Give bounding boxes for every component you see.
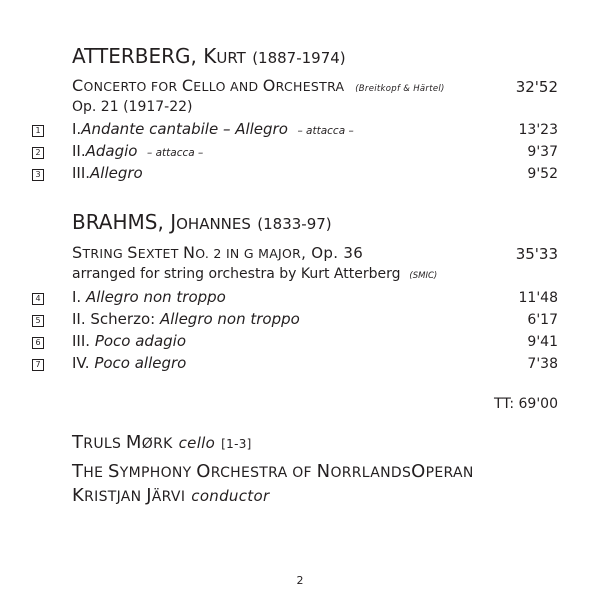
name-initial: K — [72, 485, 85, 506]
track-row — [72, 142, 203, 160]
subtitle-text: arranged for string orchestra by Kurt Atterberg — [72, 266, 401, 282]
name-rest: ØRK — [141, 436, 173, 452]
track-title: Poco adagio — [94, 332, 187, 350]
track-duration: 7'38 — [527, 356, 558, 372]
orchestra-line — [72, 461, 474, 482]
track-number-box: 2 — [32, 147, 44, 159]
page-number: 2 — [296, 574, 304, 587]
composer-first-initial: K — [203, 44, 217, 68]
publisher: (SMIC) — [409, 271, 438, 281]
name-rest: HE — [83, 465, 109, 481]
track-number-box: 4 — [32, 293, 44, 305]
composer-first-initial: J — [170, 210, 177, 234]
work-duration: 32'52 — [515, 78, 558, 96]
title-cap: O — [262, 76, 276, 95]
track-row — [72, 164, 143, 182]
track-prefix: Scherzo: — [90, 310, 156, 328]
name-initial: S — [108, 461, 120, 482]
track-number-box: 1 — [32, 125, 44, 137]
title-sc: ELLO AND — [193, 79, 263, 94]
track-number-box: 5 — [32, 315, 44, 327]
title-cap: C — [181, 76, 194, 95]
track-row — [72, 288, 226, 306]
track-roman: I. — [72, 288, 82, 306]
work-title-brahms — [72, 243, 363, 262]
title-sc: O. 2 IN G MAJOR — [195, 246, 302, 261]
track-roman: II. — [72, 142, 86, 160]
track-roman: II. — [72, 310, 86, 328]
track-duration: 11'48 — [518, 290, 558, 306]
composer-surname: BRAHMS, — [72, 210, 164, 234]
track-title: Allegro non troppo — [159, 310, 300, 328]
title-sc: RCHESTRA — [275, 79, 345, 94]
soloist-role: cello — [178, 434, 216, 452]
track-duration: 6'17 — [527, 312, 558, 328]
name-initial: T — [72, 432, 84, 453]
track-roman: III. — [72, 332, 91, 350]
name-initial: O — [411, 461, 426, 482]
conductor-role: conductor — [191, 487, 270, 505]
track-title: Andante cantabile – Allegro — [81, 120, 288, 138]
composer-dates: (1833-97) — [257, 215, 332, 233]
track-title: Adagio — [85, 142, 138, 160]
track-roman: I. — [72, 120, 82, 138]
composer-first-rest: OHANNES — [176, 215, 251, 233]
composer-heading-atterberg — [72, 44, 346, 68]
track-number-box: 6 — [32, 337, 44, 349]
track-title: Allegro — [90, 164, 143, 182]
name-rest: YMPHONY — [119, 465, 197, 481]
track-title: Allegro non troppo — [85, 288, 226, 306]
track-row — [72, 310, 300, 328]
name-rest: RULS — [83, 436, 126, 452]
title-sc: TRING — [82, 246, 128, 261]
work-subtitle: Op. 21 (1917-22) — [72, 99, 193, 115]
name-initial: O — [196, 461, 211, 482]
track-note: – attacca – — [297, 125, 354, 137]
work-title-atterberg — [72, 76, 445, 95]
name-rest: ORRLANDS — [330, 465, 412, 481]
composer-heading-brahms — [72, 210, 332, 234]
track-duration: 9'37 — [527, 144, 558, 160]
name-initial: J — [146, 485, 152, 506]
track-roman: IV. — [72, 354, 90, 372]
publisher: (Breitkopf & Härtel) — [355, 84, 445, 94]
work-duration: 35'33 — [515, 245, 558, 263]
name-rest: RISTJAN — [84, 489, 147, 505]
name-initial: N — [316, 461, 331, 482]
work-subtitle — [72, 266, 437, 282]
track-note: – attacca – — [147, 147, 204, 159]
track-title: Poco allegro — [94, 354, 187, 372]
name-rest: RCHESTRA OF — [210, 465, 317, 481]
title-sc: EXTET — [137, 246, 183, 261]
composer-dates: (1887-1974) — [252, 49, 346, 67]
conductor-line — [72, 485, 269, 506]
track-row — [72, 354, 186, 372]
title-cap: N — [182, 243, 196, 262]
title-cap: S — [72, 243, 83, 262]
title-cap: C — [72, 76, 84, 95]
name-rest: PERAN — [425, 465, 474, 481]
title-sc: ONCERTO FOR — [83, 79, 182, 94]
composer-first-rest: URT — [216, 49, 246, 67]
track-row — [72, 120, 354, 138]
name-initial: T — [72, 461, 84, 482]
track-number-box: 3 — [32, 169, 44, 181]
name-initial: M — [125, 432, 142, 453]
track-roman: III. — [72, 164, 91, 182]
composer-surname: ATTERBERG, — [72, 44, 197, 68]
track-duration: 9'41 — [527, 334, 558, 350]
opus: , Op. 36 — [301, 244, 364, 262]
total-time: TT: 69'00 — [494, 396, 558, 412]
soloist-tracks: [1-3] — [221, 437, 252, 451]
track-number-box: 7 — [32, 359, 44, 371]
name-rest: ÄRVI — [151, 489, 186, 505]
track-duration: 13'23 — [518, 122, 558, 138]
title-cap: S — [127, 243, 138, 262]
soloist-line — [72, 432, 252, 453]
track-duration: 9'52 — [527, 166, 558, 182]
track-row — [72, 332, 186, 350]
